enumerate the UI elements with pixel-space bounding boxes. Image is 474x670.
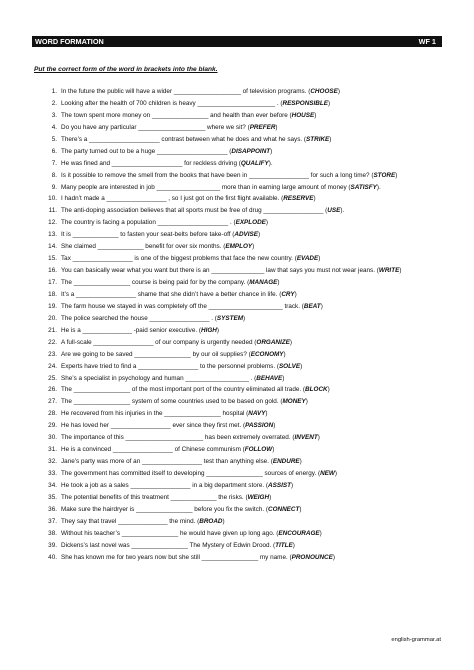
item-closing: ). [268,159,273,167]
exercise-item [0,160,474,168]
instructions: Put the correct form of the word in brackets into the blank. [34,66,218,73]
item-sentence: Without his teacher’s ________________ he would have given up long ago. ( [61,529,279,537]
exercise-list [0,88,474,566]
item-sentence: The party turned out to be a huge ____________________ ( [61,147,232,155]
item-sentence: He is a ______________ -paid senior executive. ( [61,326,202,334]
item-closing: ) [277,279,280,286]
item-closing: ) [300,362,303,370]
item-closing: ) [318,255,321,263]
base-word: INVENT [294,434,318,442]
item-closing: ) [395,171,398,179]
base-word: BLOCK [305,386,328,394]
exercise-item [0,219,474,227]
item-number: 19. [48,302,57,310]
exercise-item [0,518,474,526]
exercise-item [0,327,474,335]
base-word: EMPLOY [225,243,253,251]
item-closing: ). [376,183,381,191]
item-sentence: It is _____________ to fasten your seat-belts before take-off ( [61,231,235,239]
base-word: PASSION [245,422,274,430]
item-number: 16. [48,267,57,275]
exercise-item [0,184,474,192]
item-closing: ) [269,493,272,501]
item-number: 7. [51,159,57,167]
item-number: 3. [51,111,57,119]
item-closing: ) [289,338,292,346]
exercise-item [0,530,474,538]
item-closing: ) [299,458,302,466]
exercise-item [0,303,474,311]
item-sentence: She’s a specialist in psychology and human __________________ . ( [61,374,257,382]
exercise-item [0,351,474,359]
item-number: 36. [48,505,57,513]
item-sentence: The ________________ course is being paid for by the company. ( [61,279,250,286]
item-number: 25. [48,374,57,382]
item-sentence: The importance of this ______________________ has been extremely overrated. ( [61,434,295,442]
exercise-item [0,172,474,180]
item-sentence: Are we going to be saved ________________ by our oil supplies? ( [61,350,251,358]
item-number: 15. [48,255,57,263]
base-word: MONEY [282,398,306,406]
exercise-item [0,506,474,514]
base-word: SATISFY [350,183,377,191]
exercise-item [0,279,474,287]
base-word: NEW [320,470,335,477]
item-number: 11. [48,207,57,215]
item-closing: ) [337,88,340,95]
footer-source: english-grammar.at [391,637,441,643]
base-word: CRY [281,290,295,298]
item-number: 39. [48,541,57,549]
item-sentence: Tax _________________ is one of the biggest problems that face the new country. ( [61,255,297,263]
base-word: ADVISE [234,231,259,239]
exercise-item [0,554,474,562]
item-sentence: A full-scale _________________ of our company is urgently needed ( [61,338,257,346]
item-closing: ) [320,302,323,310]
item-sentence: The country is facing a population ____________________ . ( [61,219,236,227]
item-number: 28. [48,410,57,418]
item-sentence: The ________________ system of some countries used to be based on gold. ( [61,398,283,406]
item-sentence: The government has committed itself to developing ________________ sources of energy. ( [61,470,321,477]
item-number: 22. [48,338,57,346]
item-number: 26. [48,386,57,394]
item-number: 17. [48,279,57,286]
item-closing: ) [270,147,273,155]
exercise-item [0,363,474,371]
item-closing: ) [258,231,261,239]
item-sentence: Experts have tried to find a _________________ to the personnel problems. ( [61,362,279,370]
base-word: RESPONSIBLE [282,99,328,107]
item-number: 40. [48,553,57,561]
item-sentence: He recovered from his injuries in the ________________ hospital ( [61,410,249,418]
exercise-item [0,398,474,406]
exercise-item [0,434,474,442]
item-closing: ) [243,314,246,322]
item-closing: ) [283,350,286,358]
exercise-item [0,267,474,275]
item-closing: ) [265,410,268,418]
item-sentence: Many people are interested in job __________________ more than in earning large amount of money ( [61,183,351,191]
item-number: 24. [48,362,57,370]
item-number: 6. [51,147,57,155]
item-sentence: In the future the public will have a wider ___________________ of television programs. ( [61,88,311,95]
item-closing: ) [290,481,294,489]
item-number: 13. [48,231,57,239]
item-closing: ) [222,517,225,525]
exercise-item [0,136,474,144]
item-closing: ) [275,123,278,131]
base-word: BEHAVE [256,374,283,382]
item-number: 8. [51,171,57,179]
base-word: WRITE [378,267,400,275]
item-number: 31. [48,446,57,454]
exercise-item [0,410,474,418]
item-closing: ) [334,470,338,477]
base-word: WEIGH [247,493,270,501]
base-word: DISAPPOINT [231,147,271,155]
base-word: BEAT [303,302,321,310]
base-word: ECONOMY [250,350,284,358]
item-number: 12. [48,219,57,227]
item-number: 21. [48,326,57,334]
item-closing: ) [305,398,308,406]
item-closing: ) [399,267,402,275]
item-closing: ) [313,195,316,203]
item-sentence: It’s a _________________ shame that she didn’t have a better chance in life. ( [61,290,282,298]
item-number: 35. [48,493,57,501]
item-number: 37. [48,517,57,525]
item-closing: ) [216,326,219,334]
item-number: 9. [51,183,57,191]
item-sentence: She has known me for two years now but she still ________________ my name. ( [61,553,292,561]
base-word: RESERVE [283,195,314,203]
item-number: 32. [48,458,57,466]
exercise-item [0,470,474,478]
base-word: STORE [373,171,396,179]
item-closing: ) [327,99,331,107]
exercise-item [0,124,474,132]
item-closing: ) [327,386,330,394]
item-sentence: The ________________ of the most important port of the country eliminated all trade. ( [61,386,306,394]
base-word: ASSIST [268,481,291,489]
exercise-item [0,207,474,215]
exercise-item [0,88,474,96]
item-number: 14. [48,243,57,251]
item-sentence: Looking after the health of 700 children is heavy ______________________ . ( [61,99,283,107]
exercise-item [0,446,474,454]
item-sentence: The police searched the house _________________ . ( [61,314,217,322]
item-closing: ) [282,374,285,382]
base-word: MANAGE [249,279,278,286]
exercise-item [0,148,474,156]
base-word: HOUSE [291,111,315,119]
base-word: QUALIFY [240,159,269,167]
item-number: 1. [51,88,57,95]
item-sentence: They say that travel ______________ the mind. ( [61,517,200,525]
item-sentence: The potential benefits of this treatment _____________ the risks. ( [61,493,248,501]
item-number: 2. [51,99,57,107]
item-sentence: I hadn’t made a _________________ , so I just got on the first flight available. ( [61,195,284,203]
item-sentence: He is a convinced _________________ of Chinese communism ( [61,446,245,454]
item-closing: ) [273,422,276,430]
item-number: 27. [48,398,57,406]
exercise-item [0,494,474,502]
item-closing: ) [299,505,302,513]
item-closing: ) [317,434,320,442]
base-word: HIGH [201,326,217,334]
exercise-item [0,255,474,263]
base-word: PRONOUNCE [291,553,333,561]
base-word: STRIKE [306,135,330,143]
item-closing: ) [329,135,332,143]
item-number: 34. [48,481,57,489]
item-sentence: The anti-doping association believes that all sports must be free of drug _________________ ( [61,207,328,215]
base-word: ENDURE [272,458,300,466]
item-closing: ) [292,541,295,549]
base-word: SOLVE [278,362,301,370]
exercise-item [0,482,474,490]
item-number: 33. [48,470,57,477]
item-closing: ) [272,446,275,454]
exercise-item [0,339,474,347]
item-sentence: Dickens’s last novel was ________________ The Mystery of Edwin Drood. ( [61,541,276,549]
item-closing: ) [314,111,317,119]
item-number: 38. [48,529,57,537]
exercise-item [0,291,474,299]
item-number: 23. [48,350,57,358]
base-word: EVADE [296,255,319,263]
base-word: TITLE [275,541,293,549]
item-closing: ) [294,290,297,298]
base-word: ORGANIZE [256,338,290,346]
item-sentence: Do you have any particular ___________________ where we sit? ( [61,123,250,131]
exercise-item [0,386,474,394]
item-sentence: He took a job as a sales _________________ in a big department store. ( [61,481,269,489]
item-sentence: He has loved her _________________ ever since they first met. ( [61,422,246,430]
exercise-item [0,542,474,550]
base-word: NAVY [248,410,266,418]
exercise-item [0,422,474,430]
item-closing: ) [332,553,335,561]
base-word: PREFER [249,123,276,131]
exercise-item [0,315,474,323]
exercise-item [0,195,474,203]
exercise-item [0,243,474,251]
base-word: CONNECT [268,505,300,513]
item-sentence: Is it possible to remove the smell from the books that have been in _________________ for such a long time? ( [61,171,374,179]
exercise-item [0,375,474,383]
item-number: 10. [48,195,57,203]
item-number: 5. [51,135,57,143]
exercise-item [0,458,474,466]
item-closing: ) [319,529,322,537]
item-sentence: The town spent more money on ________________ and health than ever before ( [61,111,292,119]
item-number: 30. [48,434,57,442]
item-sentence: She claimed _____________ benefit for over six months. ( [61,243,226,251]
item-number: 4. [51,123,57,131]
exercise-item [0,112,474,120]
base-word: USE [327,207,341,215]
item-sentence: Jane’s party was more of an _________________ test than anything else. ( [61,458,273,466]
exercise-item [0,231,474,239]
worksheet-title: WORD FORMATION [35,37,104,46]
base-word: FOLLOW [244,446,273,454]
base-word: ENCOURAGE [278,529,320,537]
item-sentence: The farm house we stayed in was completely off the _____________________ track. ( [61,302,304,310]
exercise-item [0,100,474,108]
item-sentence: He was fined and ____________________ for reckless driving ( [61,159,241,167]
base-word: SYSTEM [216,314,243,322]
item-sentence: Make sure the hairdryer is ________________ before you fix the switch. ( [61,505,268,513]
item-closing: ) [265,219,269,227]
item-number: 29. [48,422,57,430]
item-closing: ) [252,243,255,251]
item-sentence: You can basically wear what you want but there is an _______________ law that says you must not wear jeans. ( [61,267,379,275]
base-word: EXPLODE [235,219,266,227]
base-word: BROAD [199,517,223,525]
item-closing: ). [340,207,345,215]
item-sentence: There’s a ____________________ contrast between what he does and what he says. ( [61,135,306,143]
worksheet-header [32,36,442,47]
item-number: 18. [48,290,57,298]
worksheet-code: WF 1 [418,37,436,46]
base-word: CHOOSE [310,88,338,95]
item-number: 20. [48,314,57,322]
